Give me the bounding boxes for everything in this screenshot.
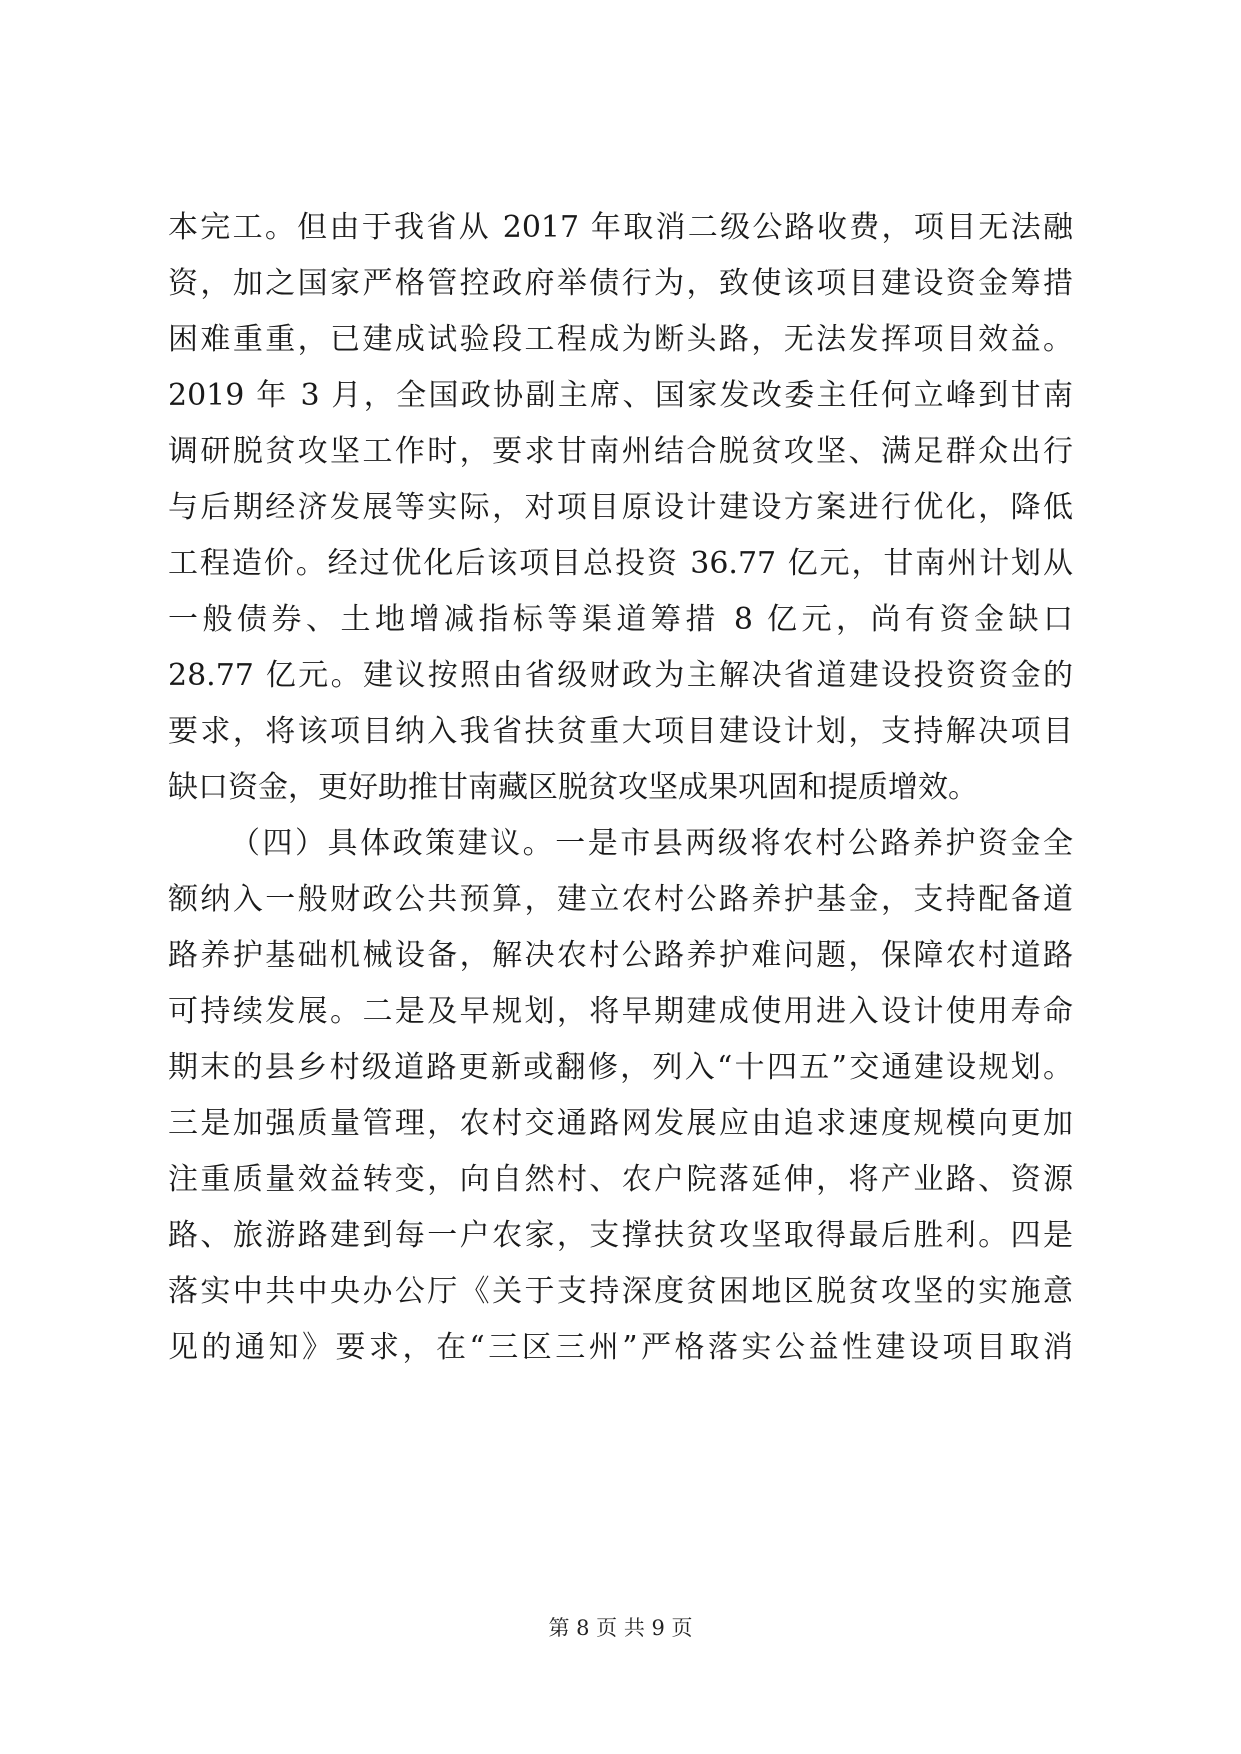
page-footer [0, 1614, 1241, 1642]
text-line: 缺口资金，更好助推甘南藏区脱贫攻坚成果巩固和提质增效。 [168, 770, 978, 805]
text-line: 工程造价。经过优化后该项目总投资 36.77 亿元，甘南州计划从 [168, 546, 1073, 581]
text-line: 本完工。但由于我省从 2017 年取消二级公路收费，项目无法融 [168, 210, 1073, 245]
text-line: 2019 年 3 月，全国政协副主席、国家发改委主任何立峰到甘南 [168, 378, 1073, 413]
text-line: 可持续发展。二是及早规划，将早期建成使用进入设计使用寿命 [168, 994, 1073, 1029]
text-line: 注重质量效益转变，向自然村、农户院落延伸，将产业路、资源 [168, 1162, 1073, 1197]
text-line: 三是加强质量管理，农村交通路网发展应由追求速度规模向更加 [168, 1106, 1073, 1141]
text-line: 一般债券、土地增减指标等渠道筹措 8 亿元，尚有资金缺口 [168, 602, 1073, 637]
text-line: 与后期经济发展等实际，对项目原设计建设方案进行优化，降低 [168, 490, 1073, 525]
page-number: 第 8 页 共 9 页 [548, 1616, 693, 1640]
text-line: 路养护基础机械设备，解决农村公路养护难问题，保障农村道路 [168, 938, 1073, 973]
text-line: 调研脱贫攻坚工作时，要求甘南州结合脱贫攻坚、满足群众出行 [168, 434, 1073, 469]
text-line: 28.77 亿元。建议按照由省级财政为主解决省道建设投资资金的 [168, 658, 1073, 693]
text-line: 路、旅游路建到每一户农家，支撑扶贫攻坚取得最后胜利。四是 [168, 1218, 1073, 1253]
text-line: 要求，将该项目纳入我省扶贫重大项目建设计划，支持解决项目 [168, 714, 1073, 749]
paragraph-start-line: （四）具体政策建议。一是市县两级将农村公路养护资金全 [230, 826, 1073, 861]
text-line: 期末的县乡村级道路更新或翻修，列入“十四五”交通建设规划。 [168, 1050, 1073, 1085]
text-line: 资，加之国家严格管控政府举债行为，致使该项目建设资金筹措 [168, 266, 1073, 301]
text-line: 落实中共中央办公厅《关于支持深度贫困地区脱贫攻坚的实施意 [168, 1274, 1073, 1309]
text-line: 困难重重，已建成试验段工程成为断头路，无法发挥项目效益。 [168, 322, 1073, 357]
text-line: 见的通知》要求，在“三区三州”严格落实公益性建设项目取消 [168, 1330, 1073, 1365]
text-line: 额纳入一般财政公共预算，建立农村公路养护基金，支持配备道 [168, 882, 1073, 917]
